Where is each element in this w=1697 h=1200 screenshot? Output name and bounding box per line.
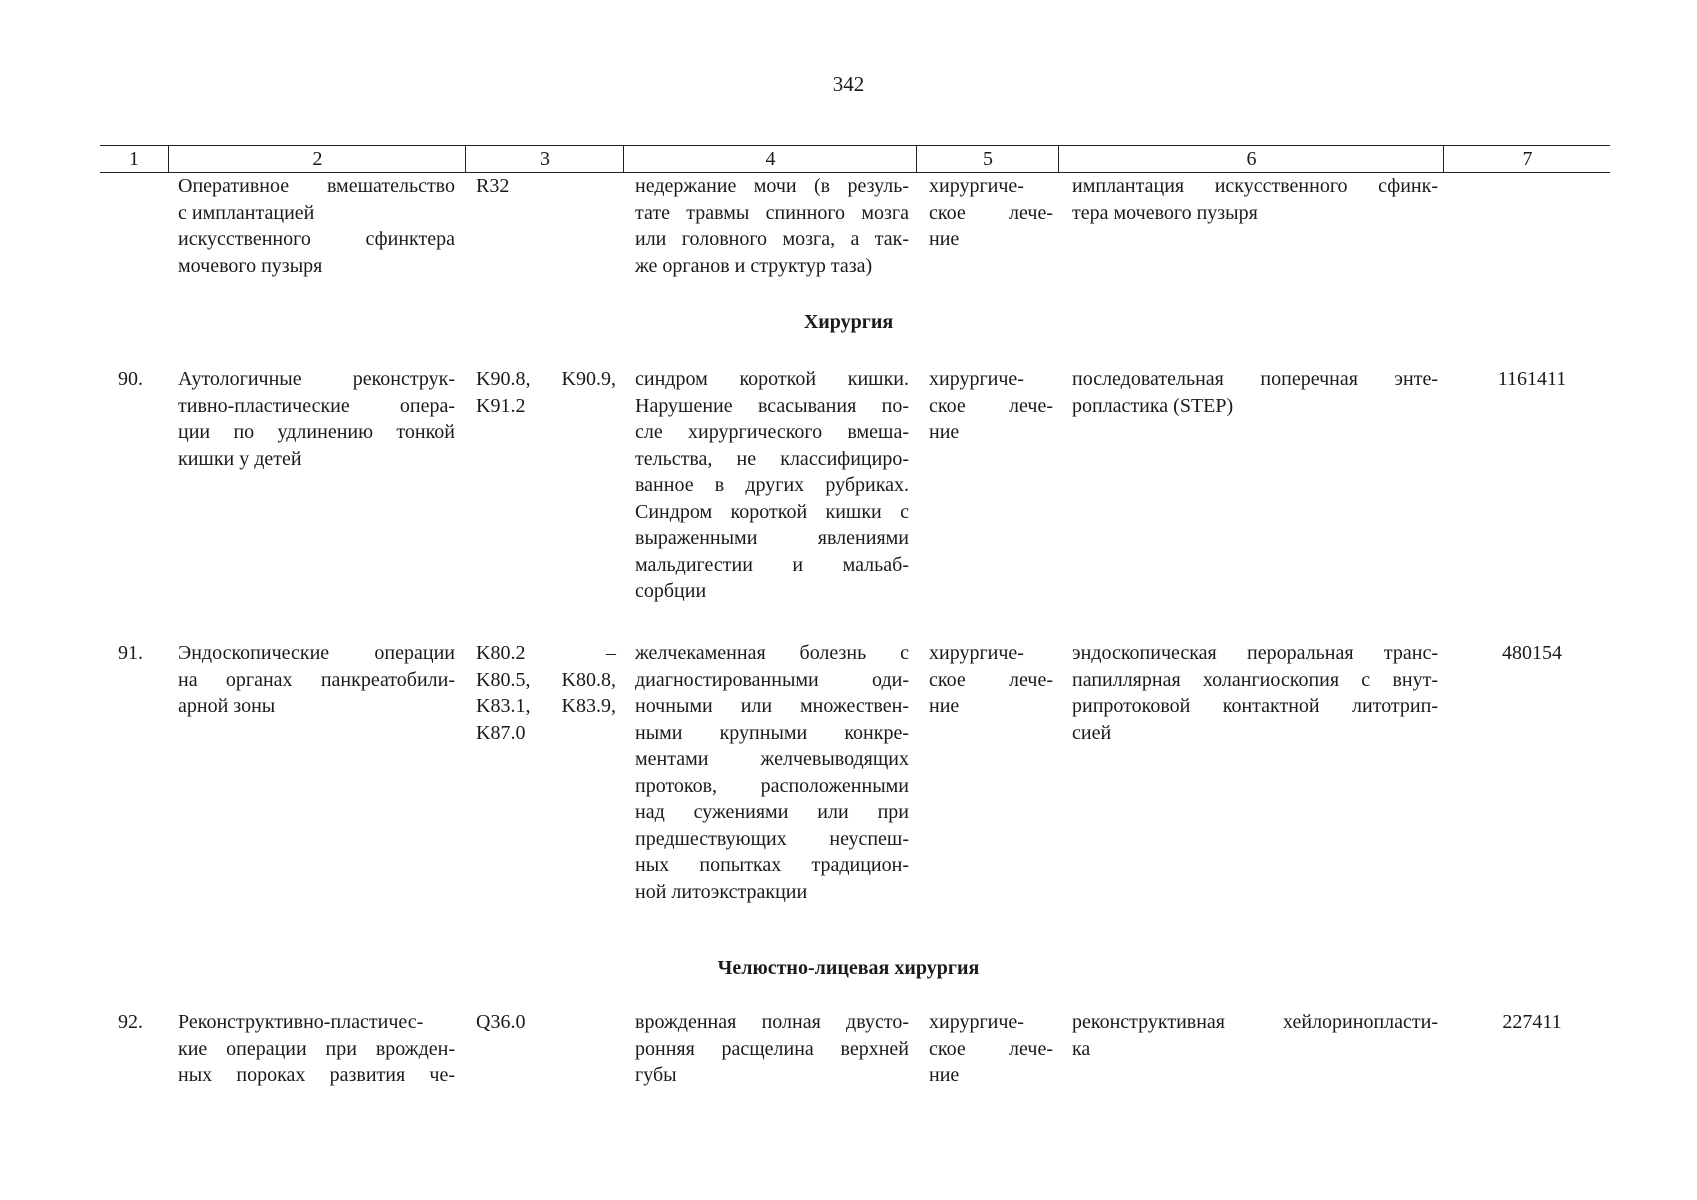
treatment-type: хирургиче- ское лече- ние [929,368,1053,443]
page-number: 342 [832,72,865,96]
disease-description: врожденная полная двусто- ронняя расщелина верхней губы [635,1011,909,1086]
cost-value: 227411 [1502,1011,1562,1033]
header-col-4: 4 [623,146,917,172]
header-col-1: 1 [129,148,139,170]
cost-value: 480154 [1502,642,1562,664]
treatment-type: хирургиче- ское лече- ние [929,1011,1053,1086]
treatment-method: эндоскопическая пероральная транс- папиллярная холангиоскопия с внут- рипротоковой контактной литотрип- сией [1072,642,1438,744]
treatment-method: реконструктивная хейлоринопласти- ка [1072,1011,1438,1060]
treatment-method: имплантация искусственного сфинк- тера мочевого пузыря [1072,175,1438,224]
row-number: 91. [118,642,143,664]
table-header-row [100,145,1610,173]
icd-codes: K80.2 – K80.5, K80.8, K83.1, K83.9, K87.0 [476,642,616,744]
icd-codes: R32 [476,175,510,197]
section-title-maxillofacial: Челюстно-лицевая хирургия [717,957,980,979]
disease-description: недержание мочи (в резуль- тате травмы спинного мозга или головного мозга, а так- же органов и структур таза) [635,175,909,277]
procedure-name: Аутологичные реконструк- тивно-пластические опера- ции по удлинению тонкой кишки у детей [178,368,455,470]
treatment-method: последовательная поперечная энте- ропластика (STEP) [1072,368,1438,417]
procedure-name: Эндоскопические операции на органах панкреатобили- арной зоны [178,642,455,717]
disease-description: синдром короткой кишки. Нарушение всасывания по- сле хирургического вмеша- тельства, не классифициро- ванное в других рубриках. Синдром короткой кишки с выраженными явлениями мальдигестии и мальаб- сорбции [635,368,909,602]
section-title-surgery: Хирургия [803,311,894,333]
row-number: 92. [118,1011,143,1033]
treatment-type: хирургиче- ское лече- ние [929,642,1053,717]
header-col-6: 6 [1058,146,1444,172]
treatment-type: хирургиче- ское лече- ние [929,175,1053,250]
header-col-2: 2 [168,146,466,172]
row-number: 90. [118,368,143,390]
procedure-name: Оперативное вмешательство с имплантацией искусственного сфинктера мочевого пузыря [178,175,455,277]
icd-codes: Q36.0 [476,1011,526,1033]
header-col-7: 7 [1443,146,1611,172]
disease-description: желчекаменная болезнь с диагностированными оди- ночными или множествен- ными крупными конкре- ментами желчевыводящих протоков, расположенными над сужениями или при предшествующих неуспеш- ных попытках традицион- ной литоэкстракции [635,642,909,903]
procedure-name: Реконструктивно-пластичес- кие операции при врожден- ных пороках развития че- [178,1011,455,1086]
header-col-3: 3 [465,146,624,172]
cost-value: 1161411 [1497,368,1567,390]
icd-codes: K90.8, K90.9, K91.2 [476,368,616,417]
header-col-5: 5 [916,146,1059,172]
